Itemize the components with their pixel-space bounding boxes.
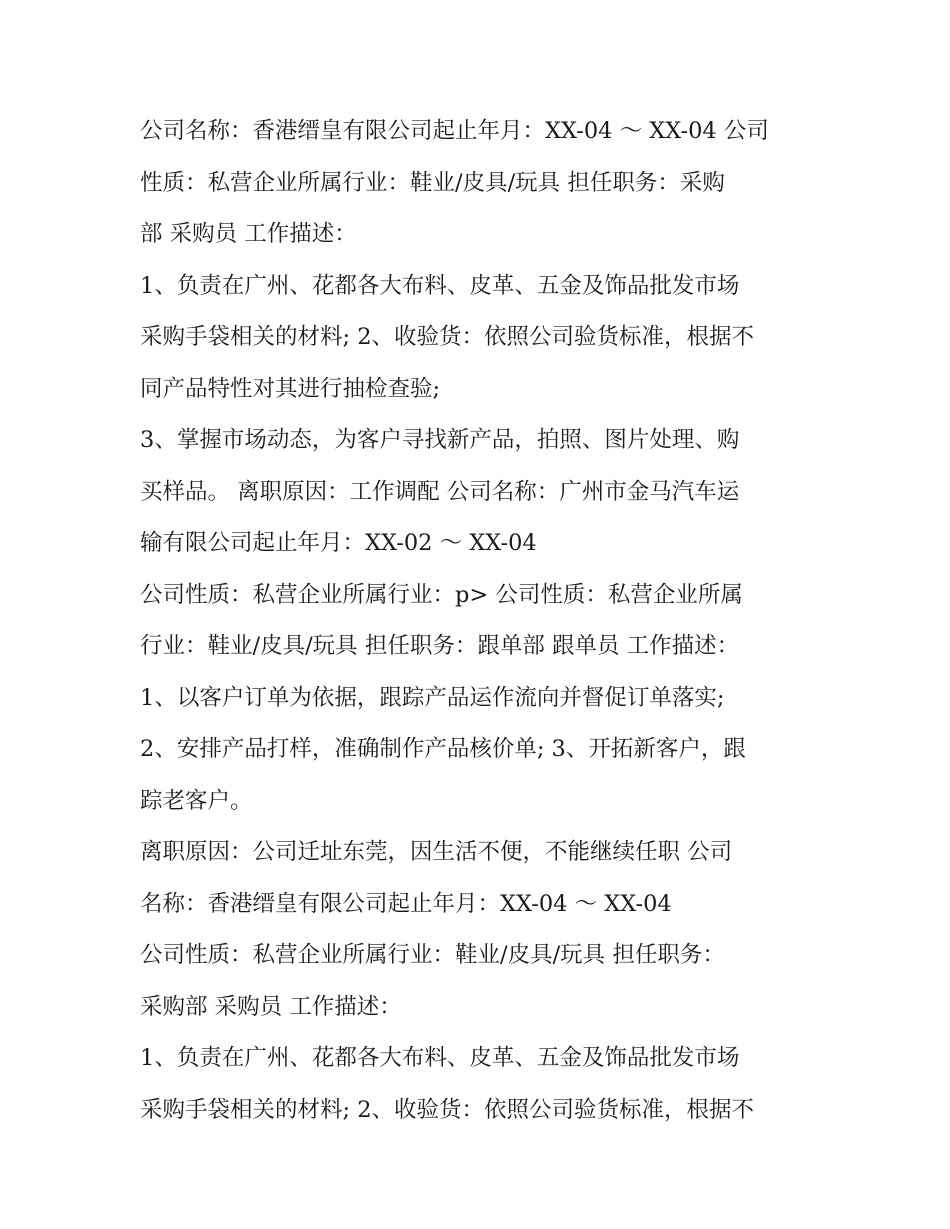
text-line: 采购手袋相关的材料; 2、收验货：依照公司验货标准，根据不 — [140, 324, 755, 350]
text-line: 1、以客户订单为依据，跟踪产品运作流向并督促订单落实; — [140, 684, 725, 711]
text-line: 踪老客户。 — [140, 787, 253, 814]
text-line: 名称：香港缙皇有限公司起止年月：XX-04 ～ XX-04 — [140, 890, 672, 917]
text-line: 公司性质：私营企业所属行业：p> 公司性质：私营企业所属 — [140, 581, 743, 608]
text-line: 1、负责在广州、花都各大布料、皮革、五金及饰品批发市场 — [140, 1045, 740, 1071]
text-line: 买样品。 离职原因：工作调配 公司名称：广州市金马汽车运 — [140, 478, 740, 505]
text-line: 离职原因：公司迁址东莞，因生活不便，不能继续任职 公司 — [140, 839, 733, 865]
text-line: 2、安排产品打样，准确制作产品核价单; 3、开拓新客户，跟 — [140, 736, 746, 762]
text-line: 行业：鞋业/皮具/玩具 担任职务：跟单部 跟单员 工作描述： — [140, 633, 740, 659]
text-line: 部 采购员 工作描述： — [140, 221, 357, 247]
text-line: 采购部 采购员 工作描述： — [140, 993, 402, 1020]
document-body — [140, 106, 820, 1136]
text-line: 输有限公司起止年月：XX-02 ～ XX-04 — [140, 530, 537, 556]
text-line: 3、掌握市场动态，为客户寻找新产品，拍照、图片处理、购 — [140, 427, 740, 453]
text-line: 1、负责在广州、花都各大布料、皮革、五金及饰品批发市场 — [140, 272, 740, 299]
text-line: 公司性质：私营企业所属行业：鞋业/皮具/玩具 担任职务： — [140, 942, 725, 968]
text-line: 公司名称：香港缙皇有限公司起止年月：XX-04 ～ XX-04 公司 — [140, 118, 769, 144]
text-line: 同产品特性对其进行抽检查验; — [140, 375, 441, 402]
text-line: 性质：私营企业所属行业：鞋业/皮具/玩具 担任职务：采购 — [140, 169, 725, 196]
text-line: 采购手袋相关的材料; 2、收验货：依照公司验货标准，根据不 — [140, 1096, 755, 1123]
